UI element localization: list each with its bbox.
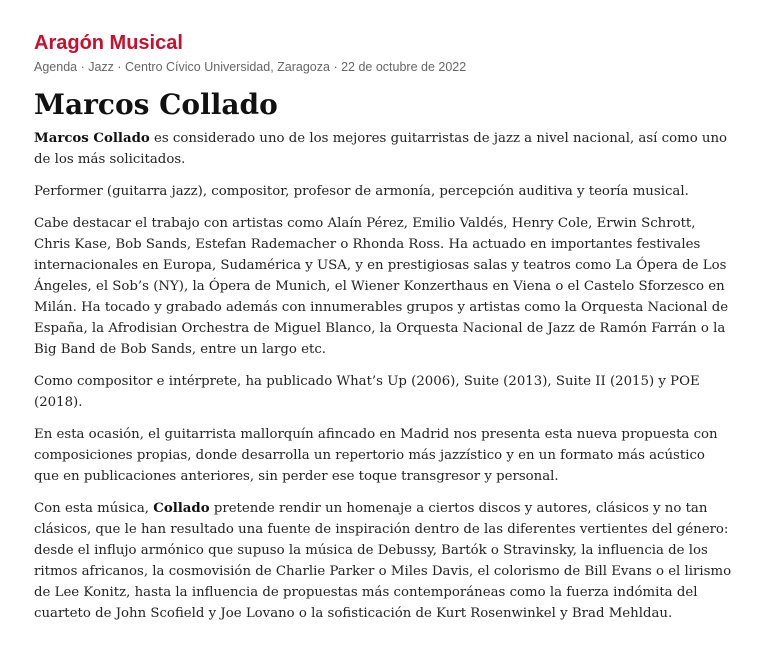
- paragraph-collaborations: Cabe destacar el trabajo con artistas como Alaín Pérez, Emilio Valdés, Henry Cole, Erwin Schrott, Chris Kase, Bob Sands, Estefan Rademacher o Rhonda Ross. Ha actuado en importantes festivales internacionales en Europa, Sudamérica y USA, y en prestigiosas salas y teatros como La Ópera de Los Ángeles, el Sob’s (NY), la Ópera de Munich, el Wiener Konzerthaus en Viena o el Castelo Sforzesco en Milán. Ha tocado y grabado además con innumerables grupos y artistas como la Orquesta Nacional de España, la Afrodisian Orchestra de Miguel Blanco, la Orquesta Nacional de Jazz de Ramón Farrán o la Big Band de Bob Sands, entre un largo etc.: [34, 216, 729, 357]
- site-header: [34, 30, 726, 76]
- paragraph-roles: Performer (guitarra jazz), compositor, profesor de armonía, percepción auditiva y teoría musical.: [34, 184, 689, 199]
- paragraph-intro: [34, 128, 734, 170]
- page-title: Marcos Collado: [34, 88, 278, 121]
- artist-name-bold: Marcos Collado: [34, 131, 150, 146]
- paragraph-influences-lead: Con esta música,: [34, 501, 154, 516]
- paragraph-influences: [34, 498, 734, 624]
- paragraph-discography: Como compositor e intérprete, ha publicado What’s Up (2006), Suite (2013), Suite II (2015) y POE (2018).: [34, 374, 700, 410]
- article: [34, 88, 732, 624]
- event-meta: Agenda · Jazz · Centro Cívico Universidad, Zaragoza · 22 de octubre de 2022: [34, 60, 467, 74]
- article-body: [34, 128, 732, 624]
- site-title[interactable]: Aragón Musical: [34, 32, 183, 54]
- paragraph-intro-text: es considerado uno de los mejores guitarristas de jazz a nivel nacional, así como uno de los más solicitados.: [34, 131, 728, 167]
- paragraph-new-project: En esta ocasión, el guitarrista mallorquín afincado en Madrid nos presenta esta nueva propuesta con composiciones propias, donde desarrolla un repertorio más jazzístico y en un formato más acústico que en publicaciones anteriores, sin perder ese toque transgresor y personal.: [34, 427, 718, 484]
- paragraph-influences-text: pretende rendir un homenaje a ciertos discos y autores, clásicos y no tan clásicos, que le han resultado una fuente de inspiración dentro de las diferentes vertientes del género: desde el influjo armónico que supuso la música de Debussy, Bartók o Stravinsky, la influencia de los ritmos africanos, la cosmovisión de Charlie Parker o Miles Davis, el colorismo de Bill Evans o el lirismo de Lee Konitz, hasta la influencia de propuestas más contemporáneas como la fuerza indómita del cuarteto de John Scofield y Joe Lovano o la sofisticación de Kurt Rosenwinkel y Brad Mehldau.: [34, 501, 732, 621]
- artist-surname-bold: Collado: [153, 501, 210, 516]
